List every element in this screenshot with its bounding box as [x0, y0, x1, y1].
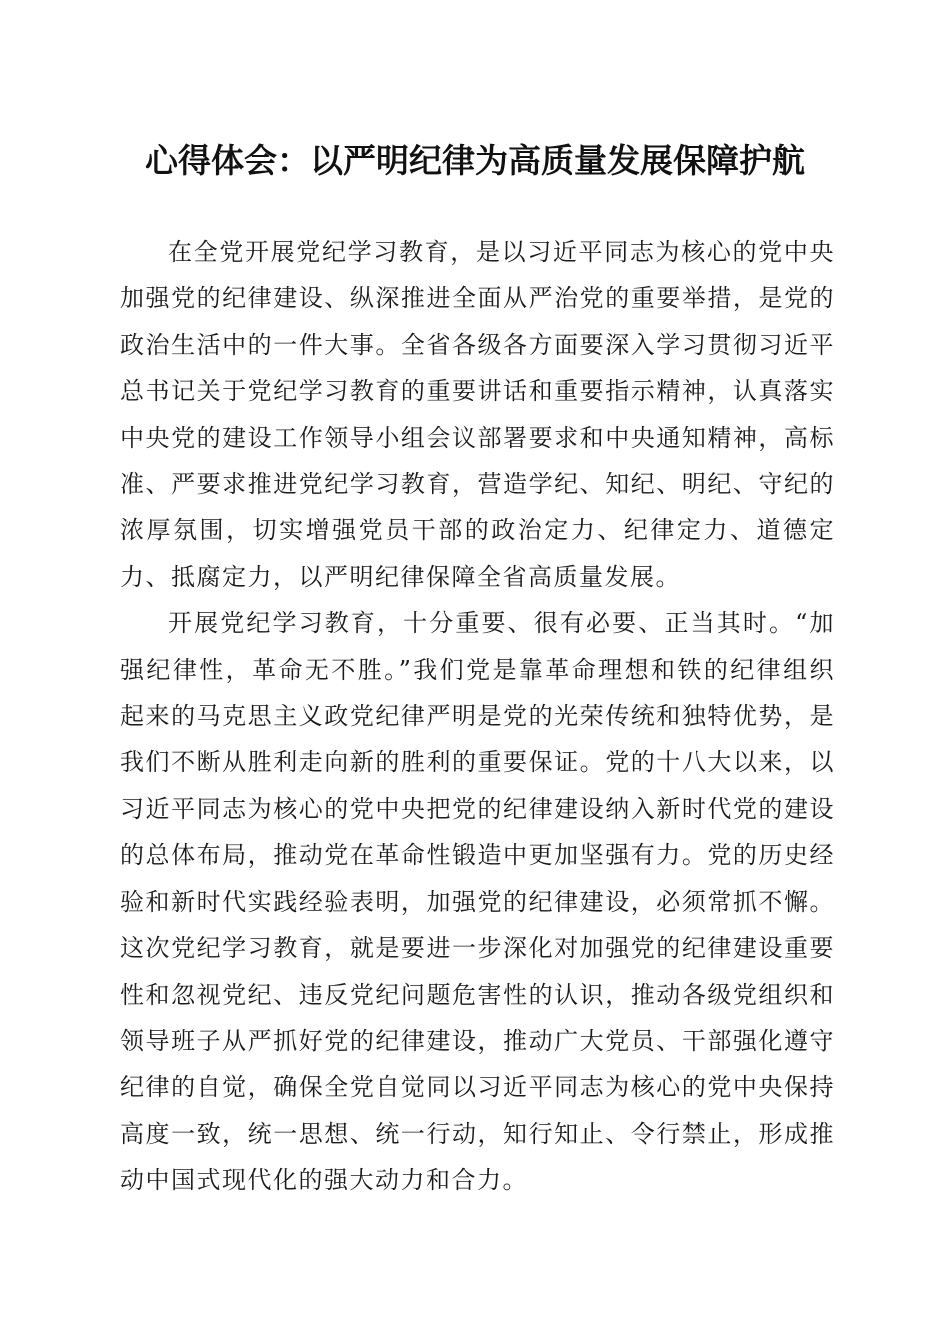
- document-title: 心得体会：以严明纪律为高质量发展保障护航: [145, 141, 805, 180]
- document-body: [120, 229, 835, 1204]
- paragraph-2: 开展党纪学习教育，十分重要、很有必要、正当其时。“加强纪律性，革命无不胜。”我们党是靠革命理想和铁的纪律组织起来的马克思主义政党纪律严明是党的光荣传统和独特优势，是我们不断从胜利走向新的胜利的重要保证。党的十八大以来，以习近平同志为核心的党中央把党的纪律建设纳入新时代党的建设的总体布局，推动党在革命性锻造中更加坚强有力。党的历史经验和新时代实践经验表明，加强党的纪律建设，必须常抓不懈。这次党纪学习教育，就是要进一步深化对加强党的纪律建设重要性和忽视党纪、违反党纪问题危害性的认识，推动各级党组织和领导班子从严抓好党的纪律建设，推动广大党员、干部强化遵守纪律的自觉，确保全党自觉同以习近平同志为核心的党中央保持高度一致，统一思想、统一行动，知行知止、令行禁止，形成推动中国式现代化的强大动力和合力。: [120, 609, 835, 1195]
- paragraph-1: 在全党开展党纪学习教育，是以习近平同志为核心的党中央加强党的纪律建设、纵深推进全面从严治党的重要举措，是党的政治生活中的一件大事。全省各级各方面要深入学习贯彻习近平总书记关于党纪学习教育的重要讲话和重要指示精神，认真落实中央党的建设工作领导小组会议部署要求和中央通知精神，高标准、严要求推进党纪学习教育，营造学纪、知纪、明纪、守纪的浓厚氛围，切实增强党员干部的政治定力、纪律定力、道德定力、抵腐定力，以严明纪律保障全省高质量发展。: [120, 238, 835, 591]
